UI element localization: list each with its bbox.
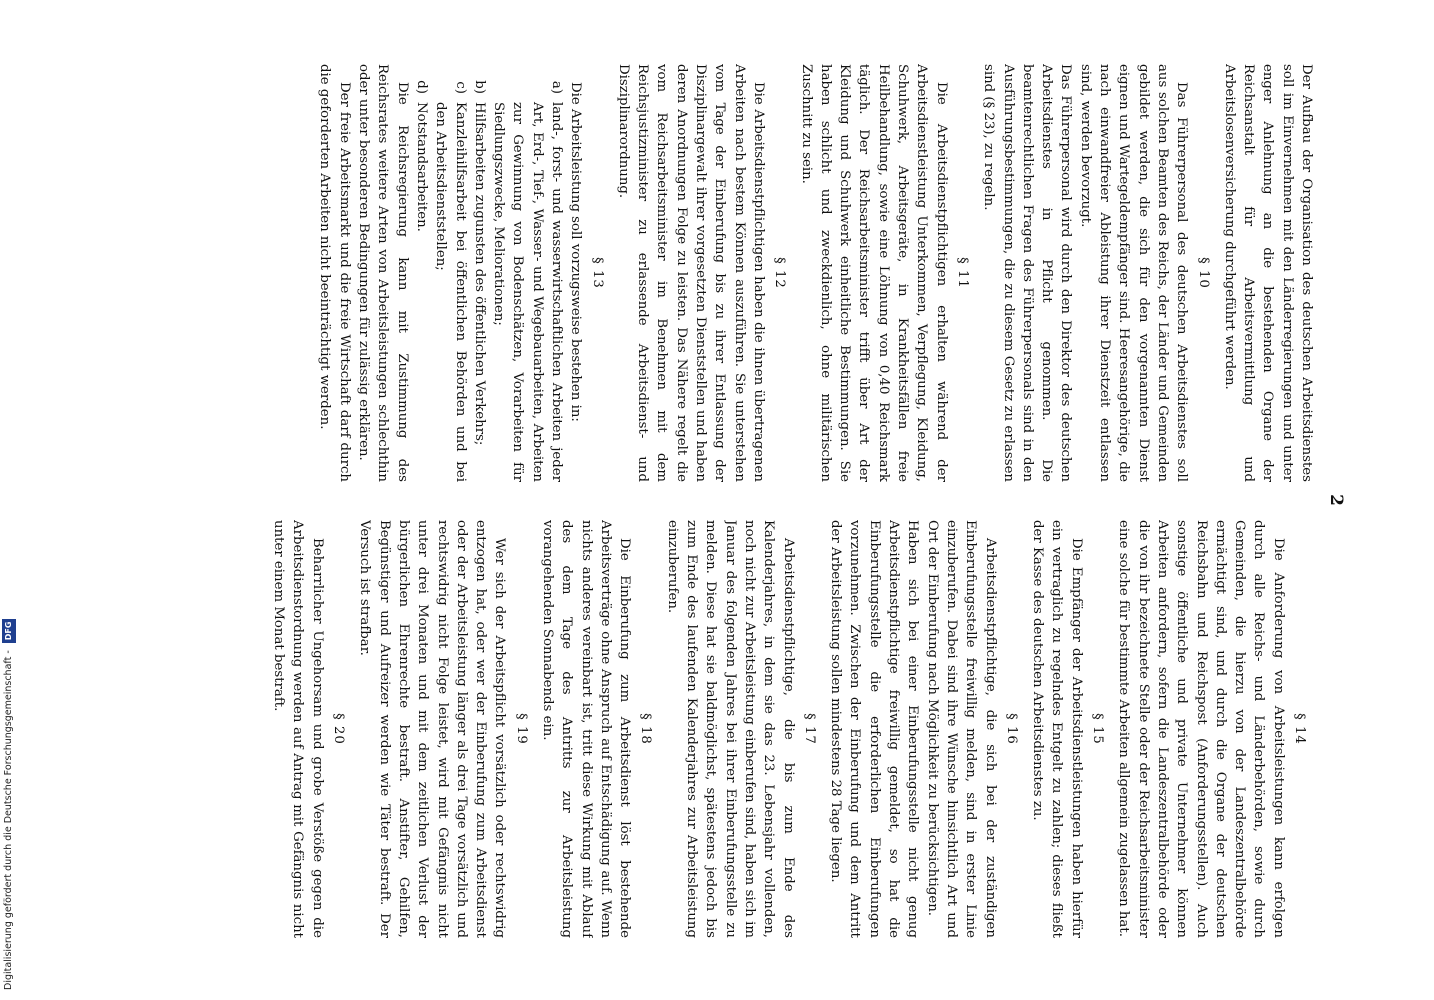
section-heading: § 10 <box>1195 257 1211 289</box>
section-heading: § 15 <box>1090 713 1106 745</box>
law-section <box>796 64 972 482</box>
list-item-text: Notstandsarbeiten. <box>413 102 429 232</box>
section-paragraph: Der freie Arbeitsmarkt und die freie Wirtschaft darf durch die geforderten Arbeiten nicht beeinträchtigt werden. <box>317 64 352 482</box>
list-item <box>431 64 470 482</box>
law-section <box>979 64 1213 482</box>
law-section <box>826 520 1021 938</box>
list-item-text: Kanzleihilfsarbeit bei öffentlichen Behörden und bei den Arbeitsdienststellen; <box>433 102 468 482</box>
list-item-marker: d) <box>413 80 429 94</box>
section-heading: § 14 <box>1292 713 1307 745</box>
list-item <box>470 64 489 482</box>
section-paragraph: Das Führerpersonal wird durch den Direktor des deutschen Arbeitsdienstes in Pflicht genommen. Die beamtenrechtlichen Fragen des Führerpersonals sind in den Ausführungsbestimmungen, die zu diesem Gesetz zu erlassen sind (§ 23), zu regeln. <box>981 64 1074 482</box>
dfg-logo: DFG <box>2 619 16 644</box>
section-paragraph: Wer sich der Arbeitspflicht vorsätzlich oder rechtswidrig entzogen hat, oder wer der Einberufung zum Arbeitsdienst oder der Arbeitsleistung länger als drei Tage vorsätzlich und rechtswidrig nicht Folge leistet, wird mit Gefängnis nicht unter drei Monaten und mit dem zeitlichen Verlust der bürgerlichen Ehrenrechte bestraft. Anstifter, Gehilfen, Begünstiger und Aufreizer werden wie Täter bestraft. Der Versuch ist strafbar. <box>357 520 508 938</box>
section-heading: § 12 <box>772 257 788 289</box>
law-section <box>538 520 656 938</box>
section-paragraph: Die Reichsregierung kann mit Zustimmung des Reichsrates weitere Arten von Arbeitsleistungen schlechthin oder unter besonderen Bedingungen für zulässig erklären. <box>356 64 410 482</box>
law-section <box>1028 520 1107 938</box>
right-text-column <box>226 520 1316 938</box>
section-heading: § 13 <box>589 257 605 289</box>
list-item-marker: b) <box>471 80 487 94</box>
list-item-marker: a) <box>549 80 565 94</box>
law-section <box>1220 64 1316 482</box>
law-section <box>269 520 348 938</box>
law-section <box>1114 520 1309 938</box>
law-section <box>355 520 531 938</box>
page-number: 2 <box>1326 494 1346 506</box>
section-heading: § 19 <box>513 713 529 745</box>
digitization-note-text: Digitalisierung gefördert durch die Deutsche Forschungsgemeinschaft - <box>3 650 14 990</box>
law-section <box>614 64 790 482</box>
section-paragraph: Die Anforderung von Arbeitsleistungen kann erfolgen durch alle Reichs- und Länderbehörden, sowie durch Gemeinden, die hierzu von der Landeszentralbehörde ermächtigt sind, und durch die Organe der deutschen Reichsbahn und Reichspost (Anforderungsstellen). Auch sonstige öffentliche und private Unternehmer können Arbeiten anfordern, sofern die Landeszentralbehörde oder die von ihr bezeichnete Stelle oder der Reichsarbeitsminister eine solche für bestimmte Arbeiten allgemein zugelassen hat. <box>1116 520 1286 938</box>
list-item-marker: c) <box>452 81 468 94</box>
list-item-text: land-, forst- und wasserwirtschaftlichen Arbeiten jeder Art, Erd-, Tief-, Wasser- und Wegebauarbeiten, Arbeiten zur Gewinnung von Bodenschätzen, Vorarbeiten für Siedlungszwecke, Meliorationen; <box>491 102 565 482</box>
section-heading: § 11 <box>954 257 970 289</box>
section-paragraph: Die Arbeitsdienstpflichtigen haben die ihnen übertragenen Arbeiten nach bestem Können auszuführen. Sie unterstehen vom Tage der Einberufung bis zu ihrer Entlassung der Disziplinargewalt ihrer vorgesetzten Dienststellen und haben deren Anordnungen Folge zu leisten. Das Nähere regelt die vom Reichsarbeitsminister im Benehmen mit dem Reichsjustizminister zu erlassende Arbeitsdienst- und Disziplinarordnung. <box>615 64 766 482</box>
list-item <box>489 64 566 482</box>
section-paragraph: Die Empfänger der Arbeitsdienstleistungen haben hierfür ein vertraglich zu regelndes Entgelt zu zahlen; dieses fließt der Kasse des deutschen Arbeitsdienstes zu. <box>1030 520 1084 938</box>
list-item <box>412 64 431 482</box>
section-paragraph: Das Führerpersonal des deutschen Arbeitsdienstes soll aus solchen Beamten des Reichs, der Länder und Gemeinden gebildet werden, die sich für den vorgenannten Dienst eignen und Wartegeldempfänger sind. Heeresangehörige, die nach einwandfreier Ableistung ihrer Dienstzeit entlassen sind, werden bevorzugt. <box>1077 64 1190 482</box>
section-paragraph: Die Einberufung zum Arbeitsdienst löst bestehende Arbeitsverträge ohne Anspruch auf Entschädigung auf. Wenn nichts anderes vereinbart ist, tritt diese Wirkung mit Ablauf des dem Tage des Antritts zur Arbeitsleistung vorangehenden Sonnabends ein. <box>540 520 633 938</box>
section-heading: § 17 <box>801 713 817 745</box>
section-paragraph: Haben sich bei einer Einberufungsstelle nicht genug Arbeitsdienstpflichtige freiwillig gemeldet, so hat die Einberufungsstelle die erforderlichen Einberufungen vorzunehmen. Zwischen der Einberufung und dem Antritt der Arbeitsleistung sollen mindestens 28 Tage liegen. <box>828 520 921 938</box>
section-heading: § 16 <box>1003 713 1019 745</box>
left-text-column <box>226 64 1316 482</box>
section-paragraph: Arbeitsdienstpflichtige, die bis zum Ende des Kalenderjahres, in dem sie das 23. Lebensjahr vollenden, noch nicht zur Arbeitsleistung einberufen sind, haben sich im Januar des folgenden Jahres bei ihrer Einberufungsstelle zu melden. Diese hat sie baldmöglichst, spätestens jedoch bis zum Ende des laufenden Kalenderjahres zur Arbeitsleistung einzuberufen. <box>664 520 796 938</box>
section-paragraph: Die Arbeitsleistung soll vorzugsweise bestehen in: <box>568 82 584 422</box>
law-section <box>663 520 819 938</box>
law-section <box>315 64 606 482</box>
section-heading: § 18 <box>638 713 654 745</box>
section-paragraph: Der Aufbau der Organisation des deutschen Arbeitsdienstes soll im Einvernehmen mit den Länderregierungen und unter enger Anlehnung an die bestehenden Organe der Reichsanstalt für Arbeitsvermittlung und Arbeitslosenversicherung durchgeführt werden. <box>1221 64 1314 482</box>
section-paragraph: Beharrlicher Ungehorsam und grobe Verstöße gegen die Arbeitsdienstordnung werden auf Antrag mit Gefängnis nicht unter einem Monat bestraft. <box>271 520 325 938</box>
section-heading: § 20 <box>331 713 347 745</box>
section-paragraph: Arbeitsdienstpflichtige, die sich bei der zuständigen Einberufungsstelle freiwillig melden, sind in erster Linie einzuberufen. Dabei sind ihre Wünsche hinsichtlich Art und Ort der Einberufung nach Möglichkeit zu berücksichtigen. <box>924 520 998 938</box>
list-item-text: Hilfsarbeiten zugunsten des öffentlichen Verkehrs; <box>471 102 487 446</box>
digitization-footer <box>0 0 18 1000</box>
section-paragraph: Die Arbeitsdienstpflichtigen erhalten während der Arbeitsdienstleistung Unterkommen, Verpflegung, Kleidung, Schuhwerk, Arbeitsgeräte, in Krankheitsfällen freie Heilbehandlung, sowie eine Löhnung von 0,40 Reichsmark täglich. Der Reichsarbeitsminister trifft über Art der Kleidung und Schuhwerk einheitliche Bestimmungen. Sie haben schlicht und zweckdienlich, ohne militärischen Zuschnitt zu sein. <box>798 64 949 482</box>
